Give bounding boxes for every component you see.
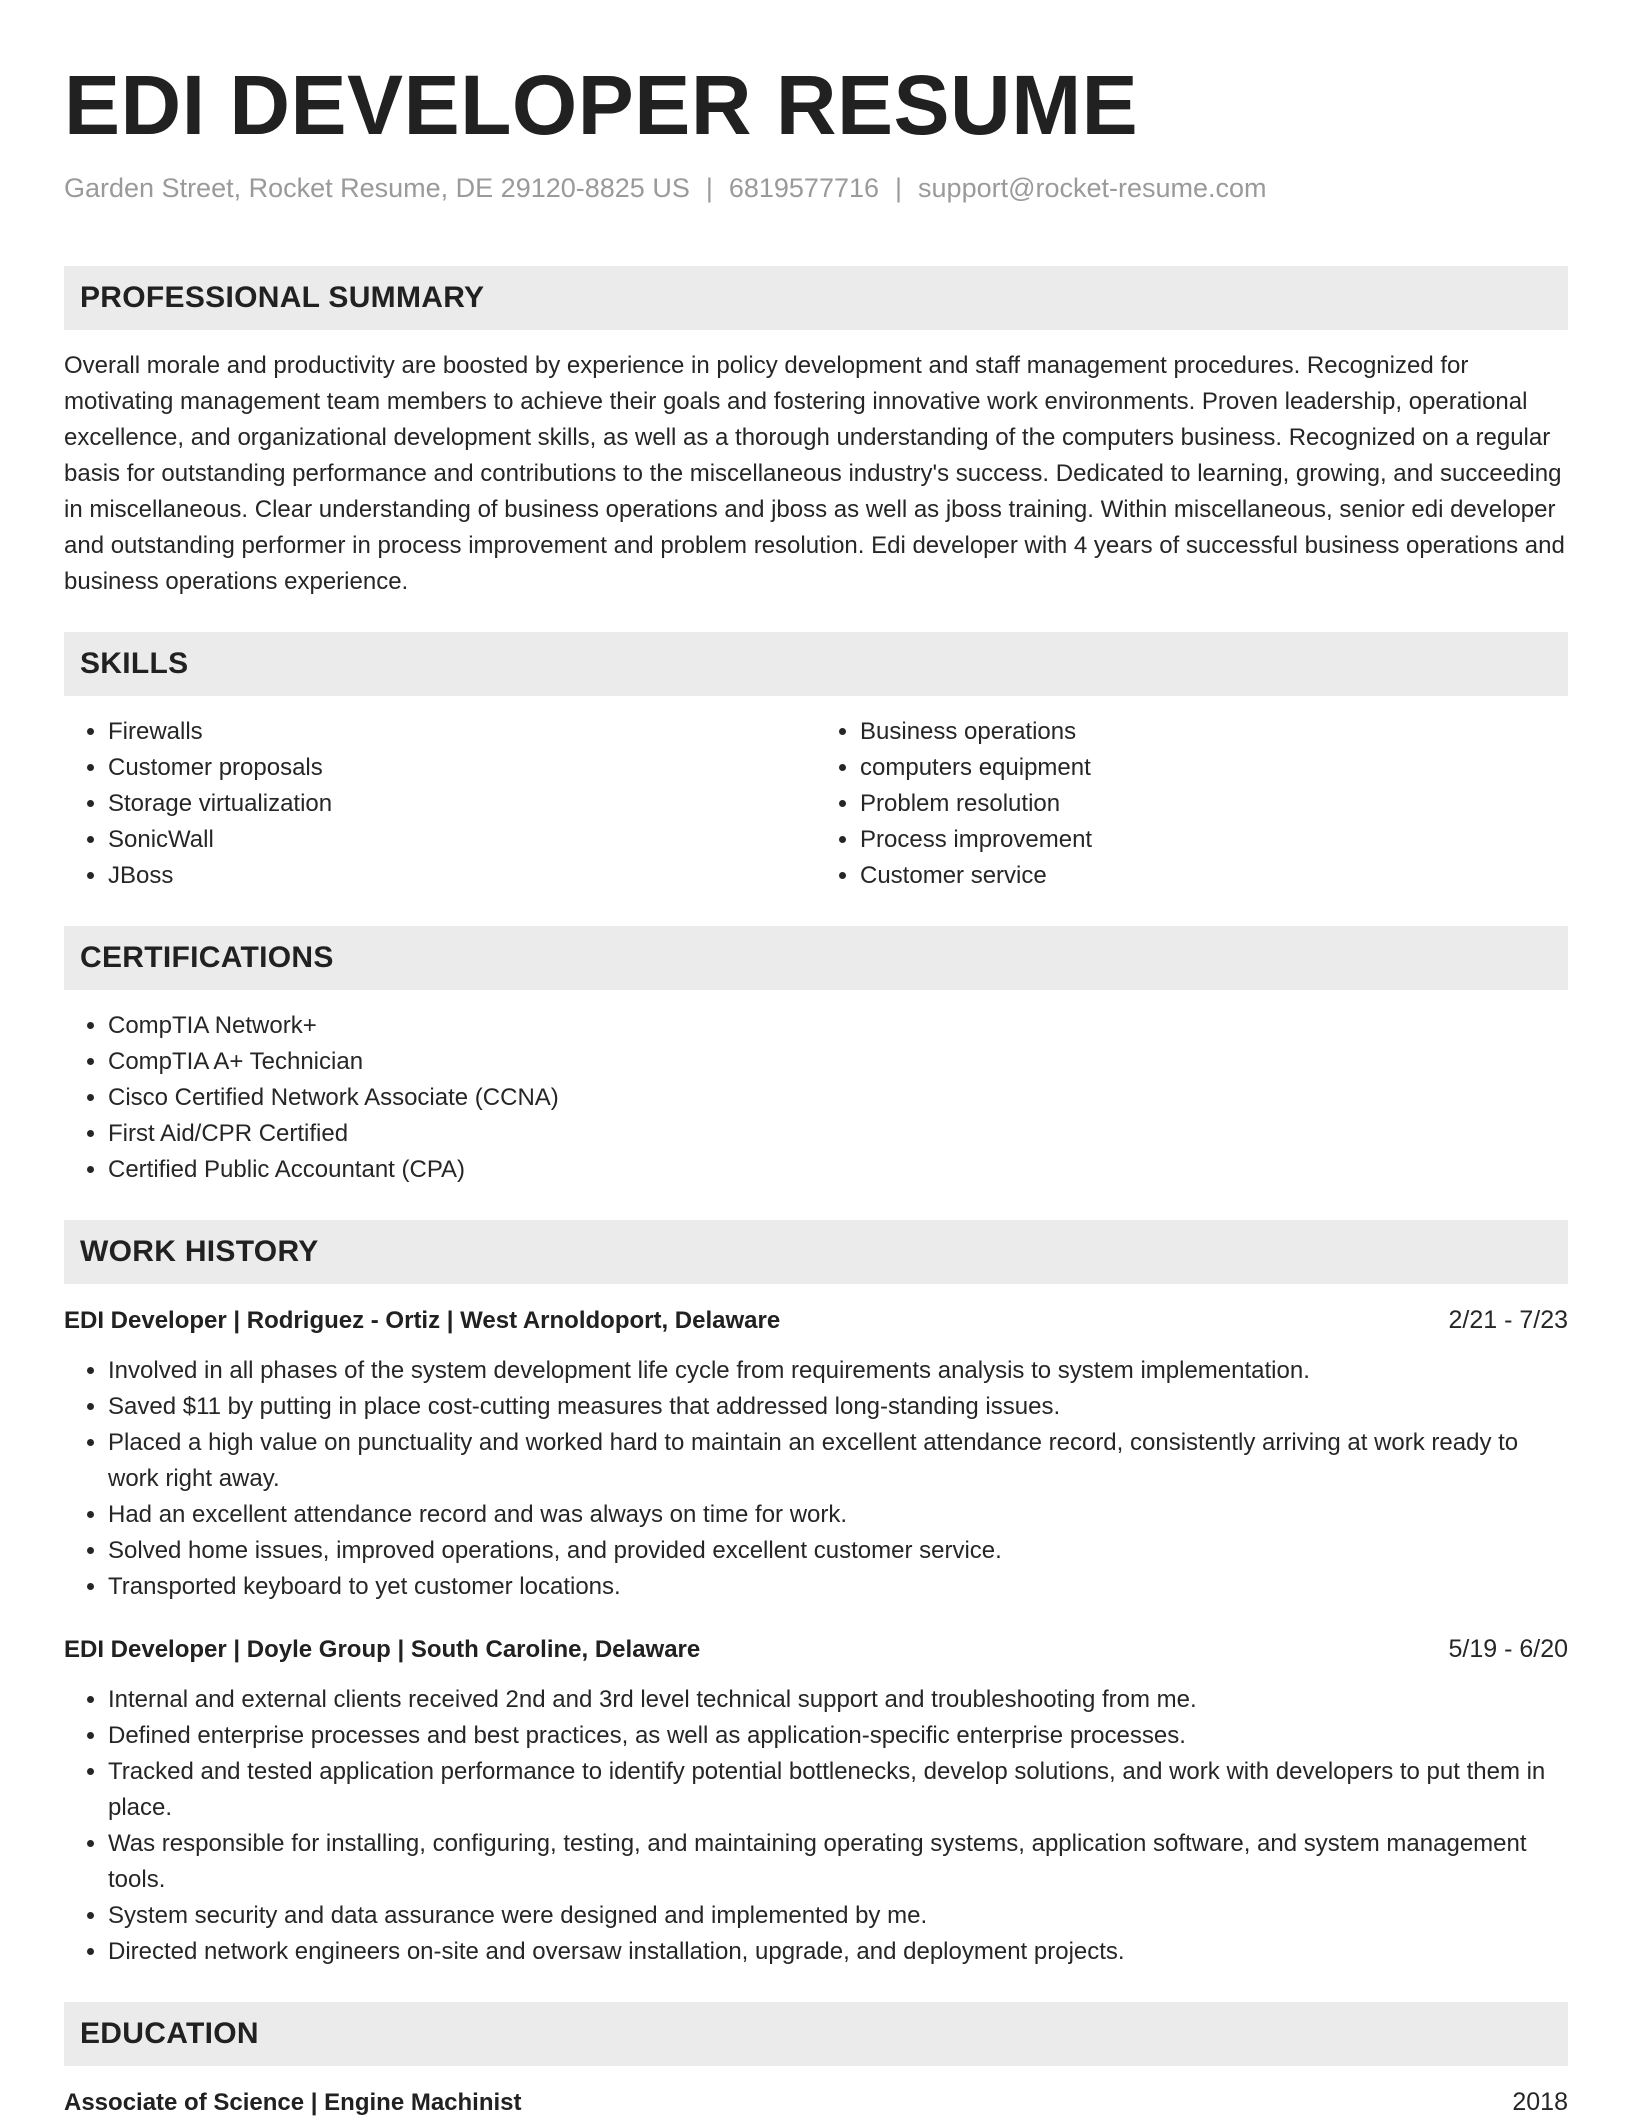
job-header — [64, 1302, 1568, 1339]
list-item: • SonicWall — [108, 822, 816, 858]
skills-grid — [64, 714, 1568, 894]
resume-title: EDI DEVELOPER RESUME — [64, 58, 1139, 152]
list-item: • Saved $11 by putting in place cost-cutting measures that addressed long-standing issues. — [108, 1389, 1568, 1425]
list-item: • Solved home issues, improved operations, and provided excellent customer service. — [108, 1533, 1568, 1569]
skills-list-left — [64, 714, 816, 894]
list-item: • Process improvement — [860, 822, 1568, 858]
education-heading: EDUCATION — [64, 2002, 1568, 2066]
list-item: • Defined enterprise processes and best practices, as well as application-specific enterprise processes. — [108, 1718, 1568, 1754]
work-history-heading: WORK HISTORY — [64, 1220, 1568, 1284]
job-bullets — [64, 1682, 1568, 1970]
list-item: • Was responsible for installing, configuring, testing, and maintaining operating systems, application software, and system management tools. — [108, 1826, 1568, 1898]
job-bullets — [64, 1353, 1568, 1605]
list-item: • Customer service — [860, 858, 1568, 894]
list-item: • First Aid/CPR Certified — [108, 1116, 1568, 1152]
list-item: • Placed a high value on punctuality and worked hard to maintain an excellent attendance record, consistently arriving at work ready to work right away. — [108, 1425, 1568, 1497]
contact-email: support@rocket-resume.com — [918, 173, 1267, 203]
list-item: • Tracked and tested application performance to identify potential bottlenecks, develop solutions, and work with developers to put them in place. — [108, 1754, 1568, 1826]
list-item: • Directed network engineers on-site and oversaw installation, upgrade, and deployment projects. — [108, 1934, 1568, 1970]
contact-separator: | — [705, 173, 713, 203]
job-entry — [64, 1631, 1568, 1970]
job-title: EDI Developer | Rodriguez - Ortiz | West Arnoldoport, Delaware — [64, 1307, 781, 1334]
list-item: • JBoss — [108, 858, 816, 894]
summary-text: Overall morale and productivity are boosted by experience in policy development and staff management procedures. Recognized for motivating management team members to achieve their goals and fostering innovative work environments. Proven leadership, operational excellence, and organizational development skills, as well as a thorough understanding of the computers business. Recognized on a regular basis for outstanding performance and contributions to the miscellaneous industry's success. Dedicated to learning, growing, and succeeding in miscellaneous. Clear understanding of business operations and jboss as well as jboss training. Within miscellaneous, senior edi developer and outstanding performer in process improvement and problem resolution. Edi developer with 4 years of successful business operations and business operations experience. — [64, 352, 1565, 595]
list-item: • Problem resolution — [860, 786, 1568, 822]
job-header — [64, 1631, 1568, 1668]
list-item: • CompTIA Network+ — [108, 1008, 1568, 1044]
education-year: 2018 — [1512, 2088, 1568, 2116]
skills-heading: SKILLS — [64, 632, 1568, 696]
list-item: • Firewalls — [108, 714, 816, 750]
certifications-list — [64, 1008, 1568, 1188]
education-section — [64, 2002, 1568, 2121]
skills-list-right — [816, 714, 1568, 894]
certifications-heading: CERTIFICATIONS — [64, 926, 1568, 990]
list-item: • Had an excellent attendance record and was always on time for work. — [108, 1497, 1568, 1533]
job-title: EDI Developer | Doyle Group | South Caroline, Delaware — [64, 1636, 701, 1663]
summary-section — [64, 266, 1568, 600]
job-dates: 2/21 - 7/23 — [1448, 1306, 1568, 1334]
education-degree: Associate of Science | Engine Machinist — [64, 2089, 522, 2116]
skills-section — [64, 632, 1568, 894]
job-dates: 5/19 - 6/20 — [1448, 1635, 1568, 1663]
contact-separator: | — [895, 173, 903, 203]
list-item: • Certified Public Accountant (CPA) — [108, 1152, 1568, 1188]
list-item: • Involved in all phases of the system development life cycle from requirements analysis to system implementation. — [108, 1353, 1568, 1389]
summary-heading: PROFESSIONAL SUMMARY — [64, 266, 1568, 330]
list-item: • Customer proposals — [108, 750, 816, 786]
list-item: • System security and data assurance were designed and implemented by me. — [108, 1898, 1568, 1934]
list-item: • computers equipment — [860, 750, 1568, 786]
education-entry — [64, 2084, 1568, 2121]
job-entry — [64, 1302, 1568, 1605]
list-item: • Internal and external clients received 2nd and 3rd level technical support and troubleshooting from me. — [108, 1682, 1568, 1718]
contact-line — [64, 170, 1568, 206]
work-history-section — [64, 1220, 1568, 1970]
contact-address: Garden Street, Rocket Resume, DE 29120-8825 US — [64, 173, 690, 203]
list-item: • Business operations — [860, 714, 1568, 750]
list-item: • Storage virtualization — [108, 786, 816, 822]
list-item: • Transported keyboard to yet customer locations. — [108, 1569, 1568, 1605]
contact-phone: 6819577716 — [728, 173, 880, 203]
list-item: • CompTIA A+ Technician — [108, 1044, 1568, 1080]
certifications-section — [64, 926, 1568, 1188]
list-item: • Cisco Certified Network Associate (CCNA) — [108, 1080, 1568, 1116]
